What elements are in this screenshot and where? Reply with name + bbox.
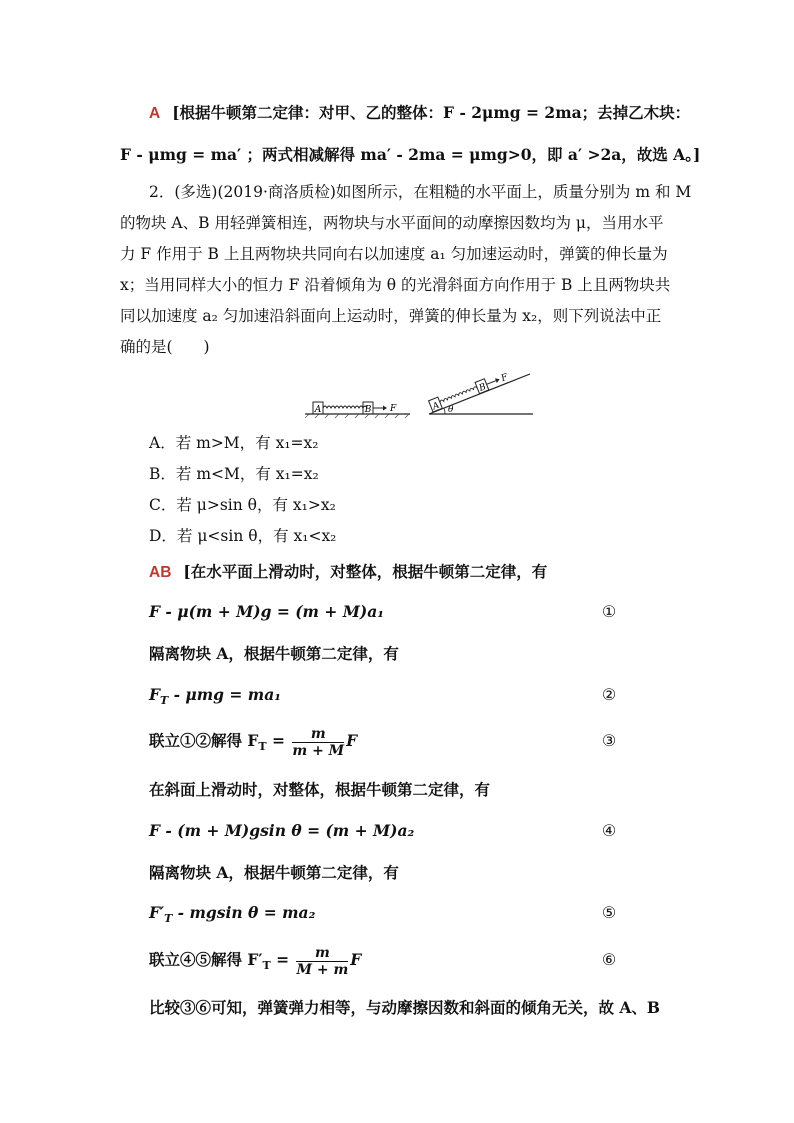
eq6-tail: F <box>350 950 362 969</box>
prev-answer-line-1 <box>149 102 691 125</box>
eq6-numerator: m <box>296 945 348 962</box>
eq2-f: F <box>149 685 161 704</box>
isolate-a-1: 隔离物块 A，根据牛顿第二定律，有 <box>149 644 399 663</box>
eq3-tail: F <box>346 731 358 750</box>
equation-4: F - (m + M)gsin θ = (m + M)a₂ <box>149 821 415 840</box>
eq2-rest: - μmg = ma₁ <box>168 685 282 704</box>
equation-6-number: ⑥ <box>601 950 617 969</box>
eq6-eq: = <box>270 950 295 969</box>
spring-horizontal <box>323 406 367 408</box>
solution-intro <box>149 561 669 584</box>
eq3-eq: = <box>266 731 291 750</box>
prev-answer-text-1: [根据牛顿第二定律：对甲、乙的整体：F - 2μmg = 2ma；去掉乙木块： <box>172 103 691 122</box>
force-label-i: F <box>499 372 510 385</box>
eq3-prefix: 联立①②解得 F <box>149 731 259 750</box>
equation-3-number: ③ <box>601 731 617 750</box>
solution-intro-text: [在水平面上滑动时，对整体，根据牛顿第二定律，有 <box>183 562 548 581</box>
question-line-4: x；当用同样大小的恒力 F 沿着倾角为 θ 的光滑斜面方向作用于 B 上且两物块共 <box>120 276 671 294</box>
eq5-f: F′ <box>149 903 165 922</box>
equation-5-number: ⑤ <box>601 903 617 922</box>
equation-4-number: ④ <box>601 821 617 840</box>
equation-2-number: ② <box>601 685 617 704</box>
isolate-a-2: 隔离物块 A，根据牛顿第二定律，有 <box>149 863 399 882</box>
conclusion: 比较③⑥可知，弹簧弹力相等，与动摩擦因数和斜面的倾角无关，故 A、B <box>149 998 661 1017</box>
equation-2 <box>149 684 669 712</box>
physics-figure <box>305 368 535 420</box>
question-line-1: 2．(多选)(2019·商洛质检)如图所示，在粗糙的水平面上，质量分别为 m 和 M <box>149 183 692 201</box>
equation-6 <box>149 941 669 979</box>
eq5-rest: - mgsin θ = ma₂ <box>172 903 316 922</box>
angle-arc <box>444 408 445 414</box>
force-arrowhead-i <box>495 377 501 383</box>
eq5-sub: T <box>164 912 173 926</box>
block-b-label-i: B <box>477 382 488 394</box>
force-label-h: F <box>390 404 397 414</box>
force-arrowhead-h <box>383 406 387 411</box>
angle-label: θ <box>448 405 454 415</box>
eq3-denominator: m + M <box>292 742 345 759</box>
eq3-fraction <box>292 726 344 759</box>
solution-answer-label: AB <box>149 564 172 581</box>
eq2-sub: T <box>160 694 169 708</box>
option-d: D．若 μ<sin θ，有 x₁<x₂ <box>149 527 337 545</box>
option-a: A．若 m>M，有 x₁=x₂ <box>149 434 319 452</box>
force-arrow-i <box>487 381 496 385</box>
eq3-sub: T <box>258 740 267 754</box>
equation-1-number: ① <box>601 602 617 621</box>
equation-3 <box>149 722 669 760</box>
question-line-3: 力 F 作用于 B 上且两物块共同向右以加速度 a₁ 匀加速运动时，弹簧的伸长量为 <box>120 245 668 263</box>
block-a-label-i: A <box>431 400 442 413</box>
eq6-sub: T <box>262 959 271 973</box>
block-a-label-h: A <box>314 405 322 415</box>
question-line-6: 确的是( ) <box>120 338 210 356</box>
prev-answer-line-2: F - μmg = ma′ ；两式相减解得 ma′ - 2ma = μmg>0，即 a′ >2a，故选 A。] <box>120 145 701 164</box>
equation-1: F - μ(m + M)g = (m + M)a₁ <box>149 602 385 621</box>
spring-incline <box>439 386 477 403</box>
block-b-label-h: B <box>364 405 372 415</box>
option-c: C．若 μ>sin θ，有 x₁>x₂ <box>149 496 336 514</box>
eq6-prefix: 联立④⑤解得 F′ <box>149 950 263 969</box>
eq6-denominator: M + m <box>296 961 349 978</box>
option-b: B．若 m<M，有 x₁=x₂ <box>149 465 319 483</box>
question-line-5: 同以加速度 a₂ 匀加速沿斜面向上运动时，弹簧的伸长量为 x₂，则下列说法中正 <box>120 307 662 325</box>
incline-assembly <box>429 370 511 413</box>
equation-5 <box>149 902 669 930</box>
slope-intro: 在斜面上滑动时，对整体，根据牛顿第二定律，有 <box>149 780 491 799</box>
eq3-numerator: m <box>292 726 344 743</box>
question-line-2: 的物块 A、B 用轻弹簧相连，两物块与水平面间的动摩擦因数均为 μ，当用水平 <box>120 214 664 232</box>
eq6-fraction <box>296 945 348 978</box>
prev-answer-label: A <box>149 105 161 122</box>
